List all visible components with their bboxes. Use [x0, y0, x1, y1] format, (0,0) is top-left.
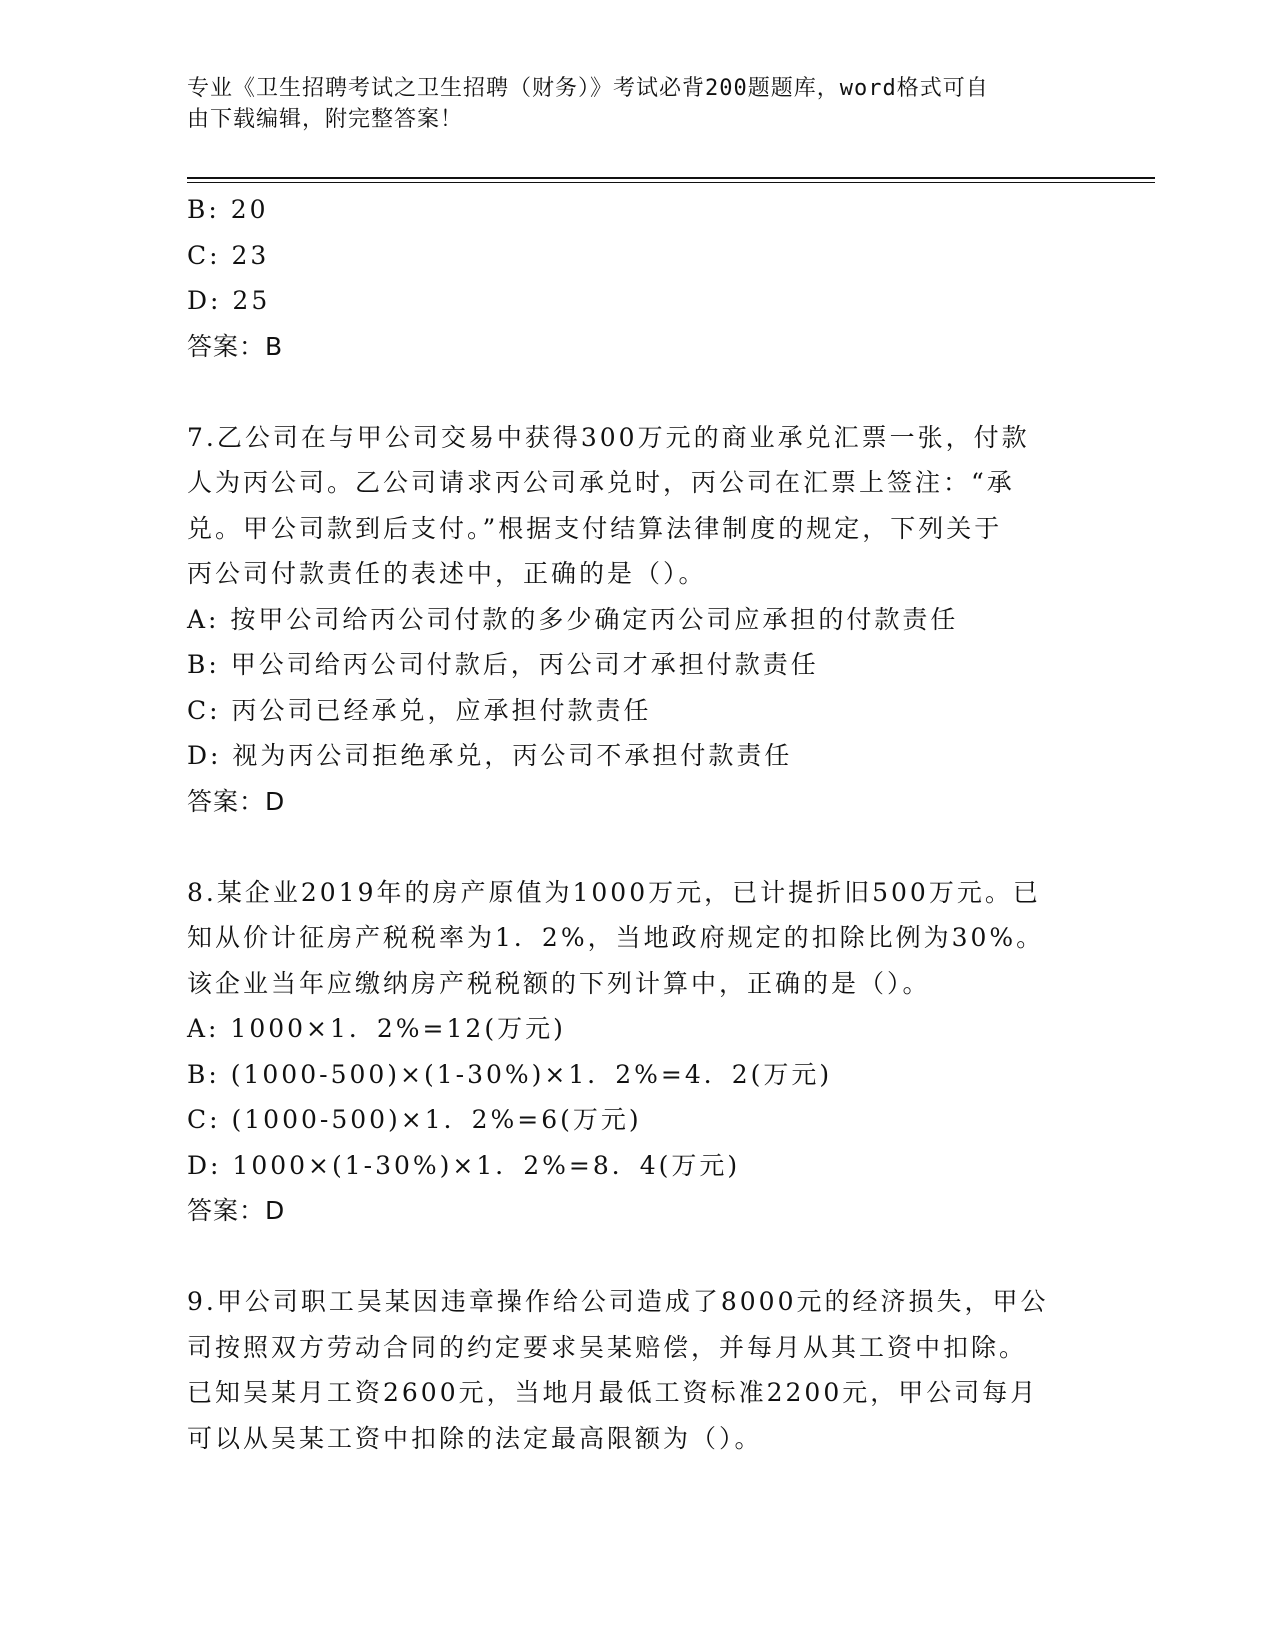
option-b: B: (1000-500)×(1-30%)×1．2%=4．2(万元) [187, 1059, 833, 1089]
header-divider [187, 182, 1155, 183]
page-header [187, 73, 1067, 135]
document-body [187, 187, 1087, 1461]
previous-question-tail [187, 187, 1087, 369]
answer-line: 答案：D [187, 786, 286, 816]
header-title-line: 由下载编辑，附完整答案！ [187, 107, 464, 132]
question-stem-line: 可以从吴某工资中扣除的法定最高限额为（）。 [187, 1423, 763, 1453]
question-stem-line: 知从价计征房产税税率为1．2%，当地政府规定的扣除比例为30%。 [187, 923, 1045, 952]
question-stem-line: 人为丙公司。乙公司请求丙公司承兑时，丙公司在汇票上签注：“承 [187, 468, 1015, 497]
answer-line: 答案：B [187, 331, 284, 361]
option-d: D: 25 [187, 286, 271, 315]
option-a: A: 按甲公司给丙公司付款的多少确定丙公司应承担的付款责任 [187, 604, 959, 634]
question-stem-line: 兑。甲公司款到后支付。”根据支付结算法律制度的规定，下列关于 [187, 513, 1003, 543]
header-divider [187, 177, 1155, 179]
question-8 [187, 870, 1087, 1234]
question-9 [187, 1279, 1087, 1461]
question-stem-line: 丙公司付款责任的表述中，正确的是（）。 [187, 559, 707, 588]
question-stem-line: 7.乙公司在与甲公司交易中获得300万元的商业承兑汇票一张，付款 [187, 422, 1030, 452]
option-b: B: 20 [187, 195, 269, 224]
option-c: C: (1000-500)×1．2%=6(万元) [187, 1105, 642, 1134]
header-title-line: 专业《卫生招聘考试之卫生招聘（财务）》考试必背200题题库，word格式可自 [187, 76, 989, 101]
question-stem-line: 该企业当年应缴纳房产税税额的下列计算中，正确的是（）。 [187, 968, 931, 998]
question-stem-line: 8.某企业2019年的房产原值为1000万元，已计提折旧500万元。已 [187, 877, 1041, 907]
option-c: C: 23 [187, 240, 270, 270]
option-a: A: 1000×1．2%=12(万元) [187, 1014, 566, 1043]
question-stem-line: 9.甲公司职工吴某因违章操作给公司造成了8000元的经济损失，甲公 [187, 1287, 1049, 1316]
question-stem-line: 已知吴某月工资2600元，当地月最低工资标准2200元，甲公司每月 [187, 1378, 1039, 1407]
option-b: B: 甲公司给丙公司付款后，丙公司才承担付款责任 [187, 650, 819, 679]
option-c: C: 丙公司已经承兑，应承担付款责任 [187, 695, 652, 725]
option-d: D: 1000×(1-30%)×1．2%=8．4(万元) [187, 1150, 741, 1180]
option-d: D: 视为丙公司拒绝承兑，丙公司不承担付款责任 [187, 741, 793, 770]
question-7 [187, 415, 1087, 825]
question-stem-line: 司按照双方劳动合同的约定要求吴某赔偿，并每月从其工资中扣除。 [187, 1332, 1028, 1362]
answer-line: 答案：D [187, 1196, 286, 1225]
